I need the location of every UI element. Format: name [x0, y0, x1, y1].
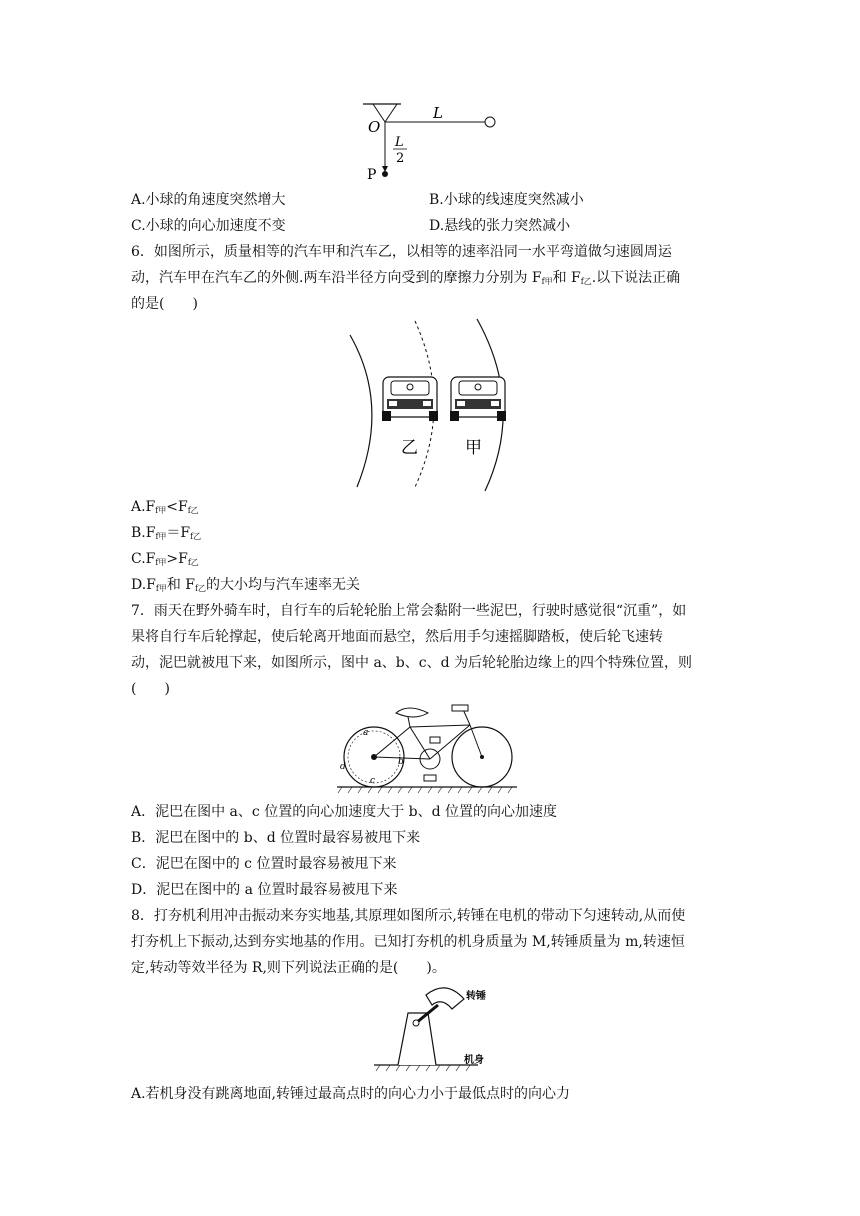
label-d: d [340, 762, 346, 772]
q6-option-b: $B.F_{f甲}=F_{f乙}$ [131, 525, 202, 541]
q7-stem-line2: 果将自行车后轮撑起，使后轮离开地面而悬空，然后用手匀速摇脚踏板，使后轮飞速转 [131, 629, 663, 645]
label-b: b [398, 757, 404, 767]
q8-stem-line3: 定,转动等效半径为 R,则下列说法正确的是( )。 [131, 960, 446, 976]
cars-curve-figure [335, 315, 525, 495]
q8-stem-line1: 8．打夯机利用冲击振动来夯实地基,其原理如图所示,转锤在电机的带动下匀速转动,从而使 [131, 908, 686, 924]
q7-stem-line4: ( ) [131, 681, 170, 697]
label-P: P [367, 167, 377, 183]
q5-option-a: A.小球的角速度突然增大 [131, 192, 286, 208]
label-L2-num: L [395, 135, 404, 150]
q6-stem-line1: 6．如图所示，质量相等的汽车甲和汽车乙，以相等的速率沿同一水平弯道做匀速圆周运 [131, 244, 672, 260]
q5-option-d: D.悬线的张力突然减小 [429, 218, 571, 234]
car-yi-icon [382, 377, 438, 421]
label-body: 机身 [464, 1055, 484, 1066]
label-L2-den: 2 [396, 151, 405, 166]
bicycle-figure [332, 695, 522, 800]
q6-option-d: $D.F_{f甲}$和 $F_{f乙}$的大小均与汽车速率无关 [131, 577, 360, 593]
label-c: c [370, 776, 376, 786]
q6-stem-line3: 的是( ) [131, 296, 198, 312]
q7-option-c: C．泥巴在图中的 c 位置时最容易被甩下来 [131, 856, 397, 872]
q7-option-b: B．泥巴在图中的 b、d 位置时最容易被甩下来 [131, 830, 421, 846]
label-hammer: 转锤 [466, 991, 486, 1002]
tamper-figure [370, 983, 510, 1073]
label-L: L [433, 104, 443, 122]
q6-option-c: $C.F_{f甲}>F_{f乙}$ [131, 551, 199, 567]
q7-stem-line1: 7．雨天在野外骑车时，自行车的后轮轮胎上常会黏附一些泥巴，行驶时感觉很“沉重”，如 [131, 603, 687, 619]
label-jia: 甲 [465, 438, 482, 458]
car-jia-icon [450, 377, 506, 421]
q5-option-c: C.小球的向心加速度不变 [131, 218, 286, 234]
q8-option-a: A.若机身没有跳离地面,转锤过最高点时的向心力小于最低点时的向心力 [131, 1086, 571, 1102]
q7-stem-line3: 动，泥巴就被甩下来，如图所示，图中 a、b、c、d 为后轮轮胎边缘上的四个特殊位置，则 [131, 655, 693, 671]
q7-option-d: D．泥巴在图中的 a 位置时最容易被甩下来 [131, 882, 398, 898]
label-a: a [363, 728, 369, 738]
pendulum-figure [355, 98, 505, 188]
label-yi: 乙 [401, 438, 418, 458]
q5-option-b: B.小球的线速度突然减小 [429, 192, 584, 208]
q7-option-a: A．泥巴在图中 a、c 位置的向心加速度大于 b、d 位置的向心加速度 [131, 804, 558, 820]
q6-stem-line2: 动，汽车甲在汽车乙的外侧.两车沿半径方向受到的摩擦力分别为 $F_{f甲}$和 $F_{f乙}$.以下说法正确 [131, 270, 681, 286]
label-O: O [368, 118, 381, 136]
q6-option-a: $A.F_{f甲}<F_{f乙}$ [131, 499, 199, 515]
q8-stem-line2: 打夯机上下振动,达到夯实地基的作用。已知打夯机的机身质量为 M,转锤质量为 m,转速恒 [131, 934, 685, 950]
